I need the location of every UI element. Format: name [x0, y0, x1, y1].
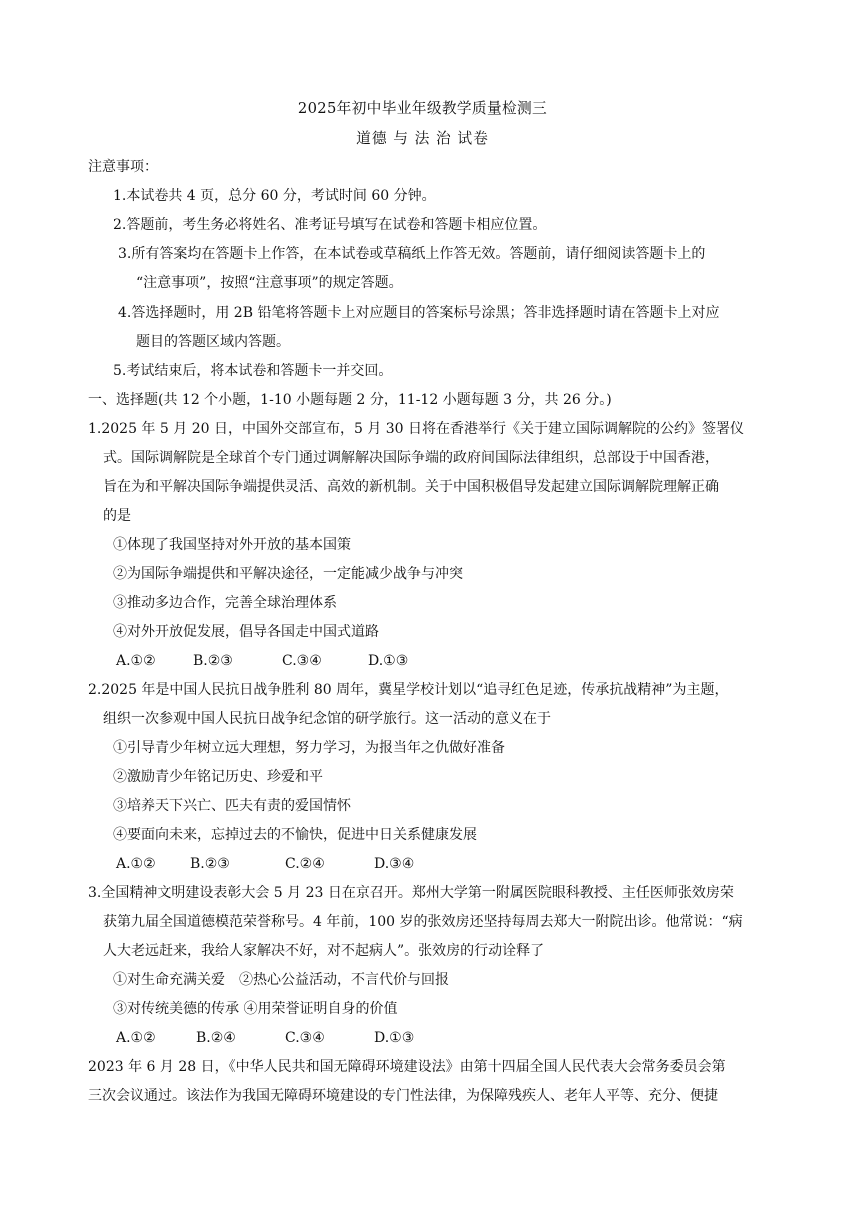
q3-option-b[interactable]: B.②④ [196, 1030, 236, 1046]
q2-statement-2: ②激励青少年铭记历史、珍爱和平 [113, 769, 323, 785]
q1-option-c[interactable]: C.③④ [282, 653, 322, 669]
q1-statement-1: ①体现了我国坚持对外开放的基本国策 [113, 537, 351, 553]
q1-option-d[interactable]: D.①③ [368, 653, 409, 669]
q3-option-d[interactable]: D.①③ [374, 1030, 415, 1046]
q4-stem-line-2: 三次会议通过。该法作为我国无障碍环境建设的专门性法律，为保障残疾人、老年人平等、充分、便捷 [88, 1088, 718, 1104]
q3-statement-2: ③对传统美德的传承 ④用荣誉证明自身的价值 [113, 1001, 398, 1017]
q3-option-a[interactable]: A.①② [116, 1030, 156, 1046]
q2-stem-line-1: 2.2025 年是中国人民抗日战争胜利 80 周年，冀星学校计划以“追寻红色足迹，传承抗战精神”为主题， [88, 682, 729, 698]
q2-options [116, 854, 414, 874]
q1-option-a[interactable]: A.①② [116, 653, 156, 669]
q2-option-c[interactable]: C.②④ [285, 856, 325, 872]
notice-heading: 注意事项： [88, 159, 158, 175]
q3-stem-line-3: 人大老远赶来，我给人家解决不好，对不起病人”。张效房的行动诠释了 [103, 943, 545, 959]
q2-statement-3: ③培养天下兴亡、匹夫有责的爱国情怀 [113, 798, 351, 814]
q3-statement-1: ①对生命充满关爱 ②热心公益活动，不言代价与回报 [113, 972, 449, 988]
exam-title: 2025年初中毕业年级教学质量检测三 [297, 99, 548, 117]
q3-stem-line-2: 获第九届全国道德模范荣誉称号。4 年前，100 岁的张效房还坚持每周去郑大一附院出诊。他常说：“病 [103, 914, 743, 930]
q1-statement-2: ②为国际争端提供和平解决途径，一定能减少战争与冲突 [113, 566, 463, 582]
q1-options [116, 651, 408, 671]
notice-item-3-cont: “注意事项”，按照“注意事项”的规定答题。 [136, 275, 403, 291]
q1-stem-line-1: 1.2025 年 5 月 20 日，中国外交部宣布，5 月 30 日将在香港举行《关于建立国际调解院的公约》签署仪 [88, 421, 745, 437]
q2-statement-1: ①引导青少年树立远大理想，努力学习，为报当年之仇做好准备 [113, 740, 505, 756]
q1-statement-4: ④对外开放促发展，倡导各国走中国式道路 [113, 624, 379, 640]
notice-item-2: 2.答题前，考生务必将姓名、准考证号填写在试卷和答题卡相应位置。 [113, 217, 547, 233]
q2-option-d[interactable]: D.③④ [374, 856, 415, 872]
q1-stem-line-3: 旨在为和平解决国际争端提供灵活、高效的新机制。关于中国积极倡导发起建立国际调解院理解正确 [103, 479, 719, 495]
q1-stem-line-2: 式。国际调解院是全球首个专门通过调解解决国际争端的政府间国际法律组织，总部设于中国香港， [103, 450, 719, 466]
section-heading: 一、选择题(共 12 个小题，1-10 小题每题 2 分，11-12 小题每题 3 分，共 26 分。) [88, 392, 612, 408]
notice-item-3: 3.所有答案均在答题卡上作答，在本试卷或草稿纸上作答无效。答题前，请仔细阅读答题卡上的 [118, 246, 706, 262]
q2-option-a[interactable]: A.①② [116, 856, 156, 872]
q2-option-b[interactable]: B.②③ [190, 856, 230, 872]
q3-stem-line-1: 3.全国精神文明建设表彰大会 5 月 23 日在京召开。郑州大学第一附属医院眼科教授、主任医师张效房荣 [88, 885, 734, 901]
notice-item-4-cont: 题目的答题区域内答题。 [136, 334, 290, 350]
q4-stem-line-1: 2023 年 6 月 28 日，《中华人民共和国无障碍环境建设法》由第十四届全国人民代表大会常务委员会第 [88, 1059, 726, 1075]
notice-item-5: 5.考试结束后，将本试卷和答题卡一并交回。 [113, 363, 393, 379]
q1-statement-3: ③推动多边合作，完善全球治理体系 [113, 595, 337, 611]
notice-item-4: 4.答选择题时，用 2B 铅笔将答题卡上对应题目的答案标号涂黑；答非选择题时请在答题卡上对应 [118, 305, 720, 321]
notice-item-1: 1.本试卷共 4 页，总分 60 分，考试时间 60 分钟。 [113, 188, 436, 204]
exam-subject: 道德 与 法 治 试卷 [356, 129, 489, 147]
q3-options [116, 1028, 414, 1048]
q1-stem-line-4: 的是 [103, 508, 131, 524]
q2-stem-line-2: 组织一次参观中国人民抗日战争纪念馆的研学旅行。这一活动的意义在于 [103, 711, 551, 727]
q1-option-b[interactable]: B.②③ [193, 653, 233, 669]
q3-option-c[interactable]: C.③④ [285, 1030, 325, 1046]
q2-statement-4: ④要面向未来，忘掉过去的不愉快，促进中日关系健康发展 [113, 827, 477, 843]
